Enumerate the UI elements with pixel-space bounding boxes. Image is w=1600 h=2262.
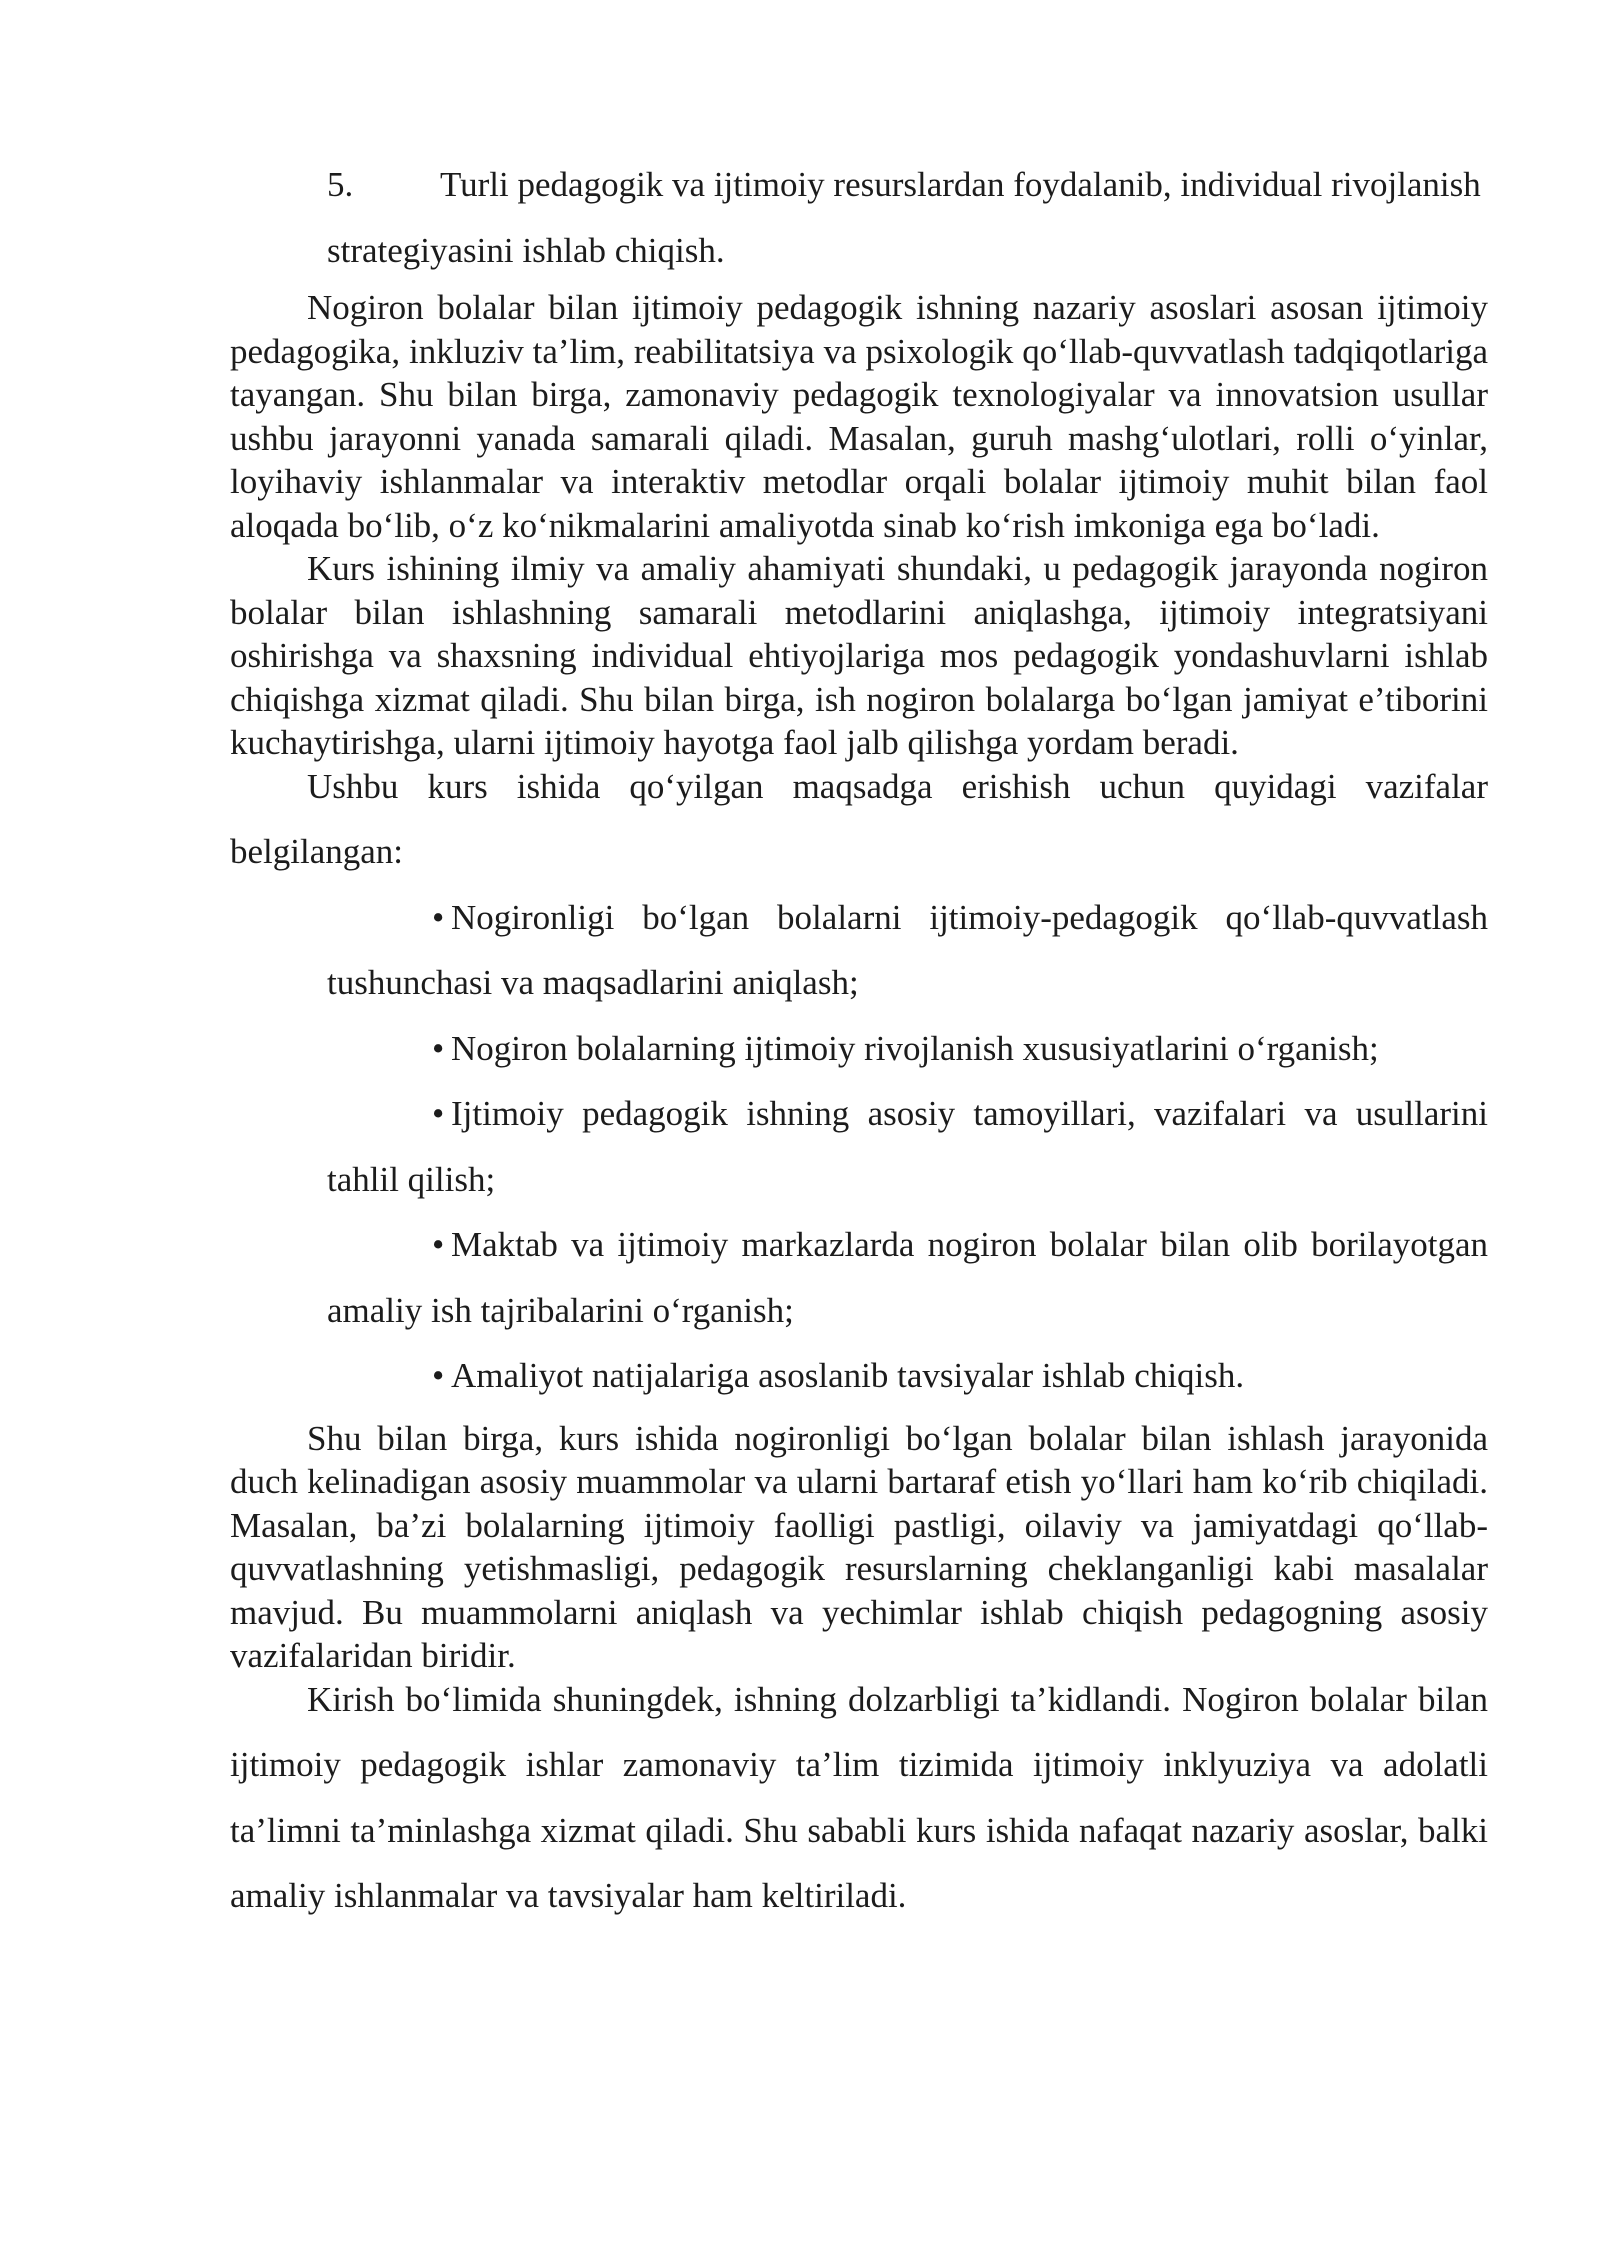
bullet-marker: • [432,1094,445,1133]
bullet-marker: • [432,1028,445,1068]
numbered-item [327,152,1488,283]
document-body [230,152,1488,1929]
paragraph-relevance: Kirish bo‘limida shuningdek, ishning dolzarbligi ta’kidlandi. Nogiron bolalar bilan ijtimoiy pedagogik ishlar zamonaviy ta’lim tizimida ijtimoiy inklyuziya va adolatli ta’limni ta’minlashga xizmat qiladi. Shu sababli kurs ishida nafaqat nazariy asoslar, balki amaliy ishlanmalar va tavsiyalar ham keltiriladi. [230,1679,1488,1915]
item-text: Turli pedagogik va ijtimoiy resurslardan foydalanib, individual rivojlanish strategiyasini ishlab chiqish. [327,165,1481,270]
paragraph-tasks-intro: Ushbu kurs ishida qo‘yilgan maqsadga erishish uchun quyidagi vazifalar belgilangan: [230,766,1488,871]
bullet-marker: • [432,1225,445,1264]
bullet-marker: • [432,897,445,937]
list-item [327,1016,1488,1082]
paragraph-theory: Nogiron bolalar bilan ijtimoiy pedagogik ishning nazariy asoslari asosan ijtimoiy pedagogika, inkluziv ta’lim, reabilitatsiya va psixologik qo‘llab-quvvatlash tadqiqotlariga tayangan. Shu bilan birga, zamonaviy pedagogik texnologiyalar va innovatsion usullar ushbu jarayonni yanada samarali qiladi. Masalan, guruh mashg‘ulotlari, rolli o‘yinlar, loyihaviy ishlanmalar va interaktiv metodlar orqali bolalar ijtimoiy muhit bilan faol aloqada bo‘lib, o‘z ko‘nikmalarini amaliyotda sinab ko‘rish imkoniga ega bo‘ladi. [230,288,1488,545]
list-item [327,1343,1488,1409]
bullet-marker: • [432,1356,445,1395]
list-item-text: Ijtimoiy pedagogik ishning asosiy tamoyillari, vazifalari va usullarini tahlil qilish; [327,1094,1488,1199]
list-item [327,885,1488,1016]
paragraph-problems: Shu bilan birga, kurs ishida nogironligi bo‘lgan bolalar bilan ishlash jarayonida duch kelinadigan asosiy muammolar va ularni bartaraf etish yo‘llari ham ko‘rib chiqiladi. Masalan, ba’zi bolalarning ijtimoiy faolligi pastligi, oilaviy va jamiyatdagi qo‘llab-quvvatlashning yetishmasligi, pedagogik resurslarning cheklanganligi kabi masalalar mavjud. Bu muammolarni aniqlash va yechimlar ishlab chiqish pedagogning asosiy vazifalaridan biridir. [230,1418,1488,1675]
paragraph-significance: Kurs ishining ilmiy va amaliy ahamiyati shundaki, u pedagogik jarayonda nogiron bolalar bilan ishlashning samarali metodlarini aniqlashga, ijtimoiy integratsiyani oshirishga va shaxsning individual ehtiyojlariga mos pedagogik yondashuvlarni ishlab chiqishga xizmat qiladi. Shu bilan birga, ish nogiron bolalarga bo‘lgan jamiyat e’tiborini kuchaytirishga, ularni ijtimoiy hayotga faol jalb qilishga yordam beradi. [230,549,1488,762]
list-item-text: Amaliyot natijalariga asoslanib tavsiyalar ishlab chiqish. [451,1356,1245,1395]
list-item [327,1212,1488,1343]
list-item [327,1081,1488,1212]
list-item-text: Nogironligi bo‘lgan bolalarni ijtimoiy-pedagogik qo‘llab-quvvatlash tushunchasi va maqsadlarini aniqlash; [327,897,1488,1002]
item-number: 5. [327,165,354,204]
list-item-text: Maktab va ijtimoiy markazlarda nogiron bolalar bilan olib borilayotgan amaliy ish tajribalarini o‘rganish; [327,1225,1488,1330]
list-item-text: Nogiron bolalarning ijtimoiy rivojlanish xususiyatlarini o‘rganish; [451,1028,1379,1068]
task-list [230,885,1488,1409]
